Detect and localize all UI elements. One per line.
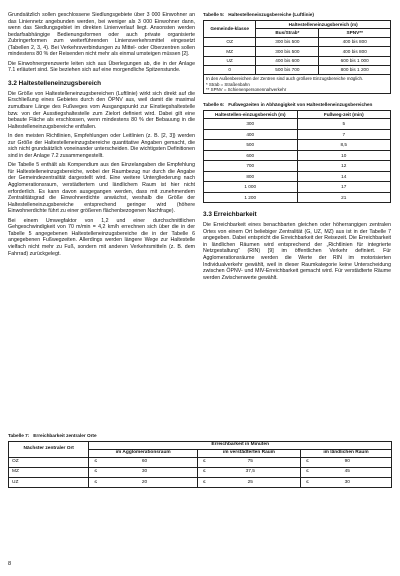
table-row — [204, 182, 391, 192]
paragraph-guidelines: In den meisten Richtlinien, Empfehlungen oder Leitlinien (z. B. [2, 3]) werden zur Größe der Haltestelleneinzugsbereiche quantitative Angaben gemacht, die sich nicht grundsätzlich voneinander unterscheiden. Die wichtigsten Definitionen sind in der Anlage 7.2 zusammengestellt. — [8, 133, 195, 159]
table5-cell-bus: 300 bis 500 — [256, 37, 319, 46]
table7-value-land: 30 — [344, 479, 350, 485]
table5-header-gemeinde: Gemeinde-klasse — [204, 20, 256, 37]
table7-cell-ort: MZ — [9, 467, 89, 477]
table6-caption-text: Fußwegzeiten in Abhängigkeit von Haltestelleneinzugsbereichen — [228, 102, 373, 108]
table5-note-strab: * Strab = Straßenbahn — [206, 81, 250, 87]
table-row — [9, 457, 392, 467]
table5-cell-spnv: 800 bis 1 200 — [319, 65, 391, 74]
paragraph-walking-times: Bei einem Umwegfaktor von 1,2 und einer durchschnittlichen Gehgeschwindigkeit von 70 m/min = 4,2 km/h errechnen sich über die in der Tabelle 5 angegebenen Haltestelleneinzugsbereiche die in der Tabelle 6 angegebenen Fußwegzeiten. Allerdings werden längere Wege zur Haltestelle vielfach nicht mehr zu Fuß, sondern mit anderen Verkehrsmitteln (z. B. dem Fahrrad) zurückgelegt. — [8, 217, 195, 257]
table-row — [204, 129, 391, 139]
table7-header-verst: im verstädterten Raum — [197, 449, 300, 457]
table5-caption — [203, 12, 391, 18]
table6-cell-meters: 700 — [204, 161, 298, 171]
table7-cell-aggl — [89, 467, 198, 477]
table-row — [204, 192, 391, 202]
table7-header-row — [9, 441, 392, 449]
table5-note-outer-areas: In den Außenbereichen der Zentren sind auch größere Einzugsbereiche möglich. — [206, 76, 364, 82]
table6-caption — [203, 102, 391, 108]
section-heading-3-3: 3.3 Erreichbarkeit — [203, 211, 257, 219]
table6-cell-meters: 400 — [204, 129, 298, 139]
table5-cell-klasse: OZ — [204, 37, 256, 46]
table6-cell-minutes: 14 — [297, 171, 391, 181]
paragraph-accessibility: Die Erreichbarkeit eines benachbarten gleichen oder höherrangigen zentralen Ortes von einem Ort beliebiger Zentralität (G, UZ, MZ) aus ist in der Tabelle 7 angegeben. Dabei entspricht die Erreichbarkeit der Reisezeit. Die Erreichbarkeit in ländlichen Räumen wird entsprechend der „Richtlinien für integrierte Netzgestaltung“ (RIN) [9] im öffentlichen Verkehr definiert. Für Agglomerationsräume werden die Werte der RIN im motorisierten Individualverkehr gewählt, weil in dieser Raumkategorie keine Unterscheidung zwischen ÖPNV- und MIV-Erreichbarkeit gemacht wird. Für verstädterte Räume werden Zwischenwerte gewählt. — [203, 222, 391, 281]
table7-cell-verst — [197, 467, 300, 477]
table-row — [204, 37, 391, 46]
table-row — [204, 171, 391, 181]
table7-header-group: Erreichbarkeit in Minuten — [89, 441, 392, 449]
table6-cell-meters: 800 — [204, 171, 298, 181]
table5-note-spnv: ** SPNV = Schienenpersonennahverkehr — [206, 86, 287, 92]
table6-cell-minutes: 8,5 — [297, 140, 391, 150]
table5-cell-bus: 500 bis 700 — [256, 65, 319, 74]
table-row — [9, 477, 392, 487]
table6-cell-meters: 600 — [204, 150, 298, 160]
table5-header-spnv: SPNV** — [319, 29, 391, 38]
table5-cell-bus: 300 bis 500 — [256, 47, 319, 56]
table5-caption-number: Tabelle 5: — [203, 12, 225, 17]
table5-header-row — [204, 20, 391, 29]
table7-block — [8, 433, 392, 488]
table5-cell-klasse: 0 — [204, 65, 256, 74]
le-symbol: ≤ — [202, 479, 206, 485]
table7-value-aggl: 30 — [141, 469, 148, 475]
table7-cell-ort: UZ — [9, 477, 89, 487]
table7-cell-land — [300, 457, 391, 467]
table5-cell-bus: 400 bis 600 — [256, 56, 319, 65]
le-symbol: ≤ — [305, 479, 309, 485]
table7-cell-land — [300, 477, 391, 487]
table6-cell-minutes: 12 — [297, 161, 391, 171]
table-row — [204, 161, 391, 171]
table7-value-land: 90 — [344, 459, 350, 465]
table7-cell-verst — [197, 457, 300, 467]
table7-caption-text: Erreichbarkeit zentraler Orte — [33, 433, 97, 438]
table7-header-land: im ländlichen Raum — [300, 449, 391, 457]
table-accessibility — [8, 441, 392, 489]
table5-notes — [204, 75, 391, 94]
table7-value-verst: 25 — [247, 479, 253, 485]
table7-header-ort: Nächster zentraler Ort — [9, 441, 89, 457]
table7-value-land: 45 — [344, 469, 350, 475]
le-symbol: ≤ — [94, 459, 98, 465]
table5-notes-row — [204, 75, 391, 94]
le-symbol: ≤ — [202, 459, 206, 465]
table-row — [204, 150, 391, 160]
paragraph-settlements: Grundsätzlich sollen geschlossene Siedlungsgebiete über 3 000 Einwohner an das Liniennetz angebunden werden, bei weniger als 3 000 Einwohner dann, wenn das Siedlungsgebiet im direkten Linienverlauf liegt. Ansonsten werden bedarfsabhängige Bedienungsformen oder auch private organisierte Zubringerformen zum weiterführenden Liniensverkehrsmittel eingesetzt (Tabellen 2, 3, 4). Bei Verkehrsverbindungen zu Mittel- oder Oberzentren sollen mindestens 80 % der Reisenden nicht mehr als einmal umsteigen müssen [2]. — [8, 12, 195, 58]
table6-cell-minutes: 5 — [297, 119, 391, 129]
le-symbol: ≤ — [202, 469, 206, 475]
le-symbol: ≤ — [94, 479, 98, 485]
left-column — [8, 12, 195, 260]
table7-header-aggl: im Agglomerationsraum — [89, 449, 198, 457]
table5-header-bus: Bus/Strab* — [256, 29, 319, 38]
table5-cell-spnv: 400 bis 800 — [319, 37, 391, 46]
table6-header-row — [204, 110, 391, 119]
le-symbol: ≤ — [305, 459, 309, 465]
table5-cell-spnv: 400 bis 800 — [319, 47, 391, 56]
le-symbol: ≤ — [305, 469, 309, 475]
table7-cell-aggl — [89, 457, 198, 467]
table6-cell-minutes: 17 — [297, 182, 391, 192]
table5-cell-klasse: MZ — [204, 47, 256, 56]
table7-value-aggl: 60 — [141, 459, 148, 465]
table6-cell-minutes: 21 — [297, 192, 391, 202]
table-row — [204, 140, 391, 150]
table6-header-catchment: Haltestellen-einzugsbereich (m) — [204, 110, 298, 119]
table7-value-verst: 75 — [247, 459, 253, 465]
table6-cell-meters: 1 000 — [204, 182, 298, 192]
table6-cell-meters: 1 200 — [204, 192, 298, 202]
table-row — [204, 65, 391, 74]
table-walking-times — [203, 110, 391, 203]
table7-cell-verst — [197, 477, 300, 487]
table6-cell-meters: 500 — [204, 140, 298, 150]
table5-caption-text: Haltestelleneinzugsbereiche (Luftlinie) — [228, 12, 314, 17]
table-row — [204, 56, 391, 65]
table6-cell-minutes: 7 — [297, 129, 391, 139]
right-column — [203, 12, 391, 284]
table7-caption-number: Tabelle 7: — [8, 433, 30, 438]
table7-caption — [8, 433, 392, 439]
table5-cell-spnv: 600 bis 1 000 — [319, 56, 391, 65]
paragraph-catchment-size: Die Größe von Haltestelleneinzugsbereichen (Luftlinie) wirkt sich direkt auf die Erschließung eines Gebietes durch den ÖPNV aus, weil damit die maximal zumutbare Länge des Fußweges vom Ausgangspunkt zur Einstiegshaltestelle bzw. von der Ausstiegshaltestelle zum Zielort definiert wird. Dabei gilt eine bebaute Fläche als erschlossen, wenn mindestens 80 % der Bebauung in die Haltestelleneinzugsbereiche entfallen. — [8, 90, 195, 130]
table5-cell-klasse: UZ — [204, 56, 256, 65]
table7-value-verst: 37,5 — [245, 469, 255, 475]
table-row — [204, 47, 391, 56]
section-heading-3-2: 3.2 Haltestelleneinzugsbereich — [8, 79, 102, 87]
table7-cell-land — [300, 467, 391, 477]
paragraph-population-thresholds: Die Einwohnergrenzwerte leiten sich aus Überlegungen ab, die in der Anlage 7.1 erläutert sind. Sie beziehen sich auf eine morgendliche Spitzenstunde. — [8, 60, 195, 74]
paragraph-table5-explanation: Die Tabelle 5 enthält als Kompendium aus den Einzelangaben die Empfehlung für Haltestelleneinzugsbereiche, wobei der Raumbezug nur durch die Angabe der Gemeindezentralität dargestellt wird. Eine weitere Untergliederung nach Agglomerationsraum, verstädtertem und ländlichem Raum ist hier nicht erforderlich. Es kann davon ausgegangen werden, dass mit zunehmendem Zentralitätsgrad die Einwohnerdichte anwächst, weshalb die Größe der Haltestelleneinzugsbereiche entsprechend geringer wird (höhere Einwohnerdichte führt zu einer größeren flächenbezogenen Nachfrage). — [8, 162, 195, 215]
table-row — [204, 119, 391, 129]
table6-header-walk-time: Fußweg-zeit (min) — [297, 110, 391, 119]
table6-caption-number: Tabelle 6: — [203, 102, 225, 108]
table6-cell-meters: 300 — [204, 119, 298, 129]
table-row — [9, 467, 392, 477]
table6-cell-minutes: 10 — [297, 150, 391, 160]
table7-cell-ort: OZ — [9, 457, 89, 467]
table-catchment-areas — [203, 20, 391, 95]
le-symbol: ≤ — [94, 469, 98, 475]
page-number: 8 — [8, 561, 12, 567]
table7-cell-aggl — [89, 477, 198, 487]
table7-value-aggl: 20 — [141, 479, 148, 485]
table5-header-range: Haltestelleneinzugsbereich (m) — [256, 20, 391, 29]
